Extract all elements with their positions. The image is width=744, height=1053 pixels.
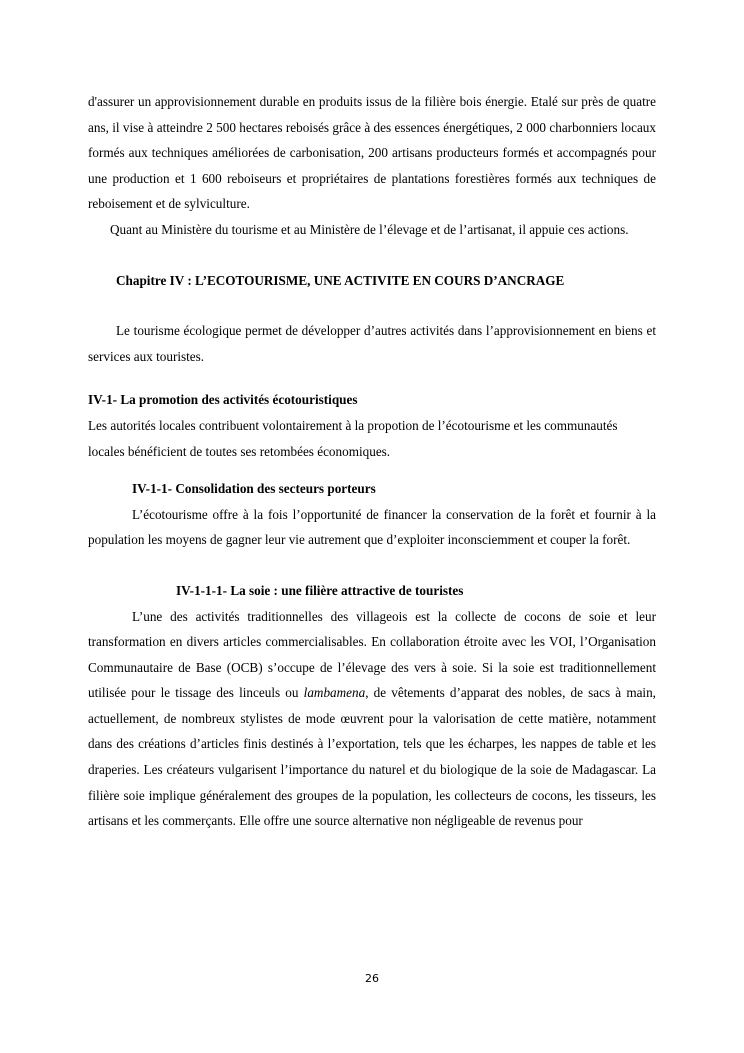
paragraph-ministeres: Quant au Ministère du tourisme et au Ministère de l’élevage et de l’artisanat, il appuie ces actions. (110, 221, 629, 237)
section-title-iv-1-1-1: IV-1-1-1- La soie : une filière attractive de touristes (176, 582, 464, 598)
paragraph-ecotourisme-offre: L’écotourisme offre à la fois l’opportunité de financer la conservation de la forêt et fournir à la population les moyens de gagner leur vie autrement que d’exploiter inconsciemment et couper la forêt. (88, 506, 656, 548)
page-number: 26 (365, 972, 379, 985)
paragraph-soie (88, 604, 656, 834)
paragraph-tourisme-ecologique: Le tourisme écologique permet de développer d’autres activités dans l’approvisionnement en biens et services aux touristes. (88, 323, 656, 364)
section-title-iv-1: IV-1- La promotion des activités écotouristiques (88, 392, 358, 408)
paragraph-autorites-locales: Les autorités locales contribuent volontairement à la propotion de l’écotourisme et les communautés locales bénéficient de toutes ses retombées économiques. (88, 417, 618, 459)
paragraph-bois-energie: d'assurer un approvisionnement durable en produits issus de la filière bois énergie. Etalé sur près de quatre ans, il vise à atteindre 2 500 hectares reboisés grâce à des essences énergétiques, 2 000 charbonniers locaux formés aux techniques améliorées de carbonisation, 200 artisans producteurs formés et accompagnés pour une production et 1 600 reboiseurs et propriétaires de plantations forestières formés aux techniques de reboisement et de sylviculture. (88, 94, 656, 212)
lambamena-term: lambamena (303, 685, 366, 701)
text-column (88, 89, 656, 834)
paragraph-soie-part1: L’une des activités traditionnelles des villageois est la collecte de cocons de soie et leur transformation en divers articles commercialisables. En collaboration étroite avec les VOI, l’Organisation Communautaire de Base (OCB) s’occupe de l’élevage des vers à soie. Si la soie est traditionnellement utilisée pour le tissage des linceuls ou (88, 608, 656, 701)
paragraph-soie-part2: , de vêtements d’apparat des nobles, de sacs à main, actuellement, de nombreux stylistes de mode œuvrent pour la valorisation de cette matière, notamment dans des créations d’articles finis destinés à l’exportation, tels que les écharpes, les nappes de table et les draperies. Les créateurs vulgarisent l’importance du naturel et du biologique de la soie de Madagascar. La filière soie implique généralement des groupes de la population, les collecteurs de cocons, les tisseurs, les artisans et les commerçants. Elle offre une source alternative non négligeable de revenus pour (88, 685, 656, 829)
chapter-title: Chapitre IV : L’ECOTOURISME, UNE ACTIVITE EN COURS D’ANCRAGE (116, 272, 565, 288)
section-title-iv-1-1: IV-1-1- Consolidation des secteurs porteurs (132, 481, 376, 497)
